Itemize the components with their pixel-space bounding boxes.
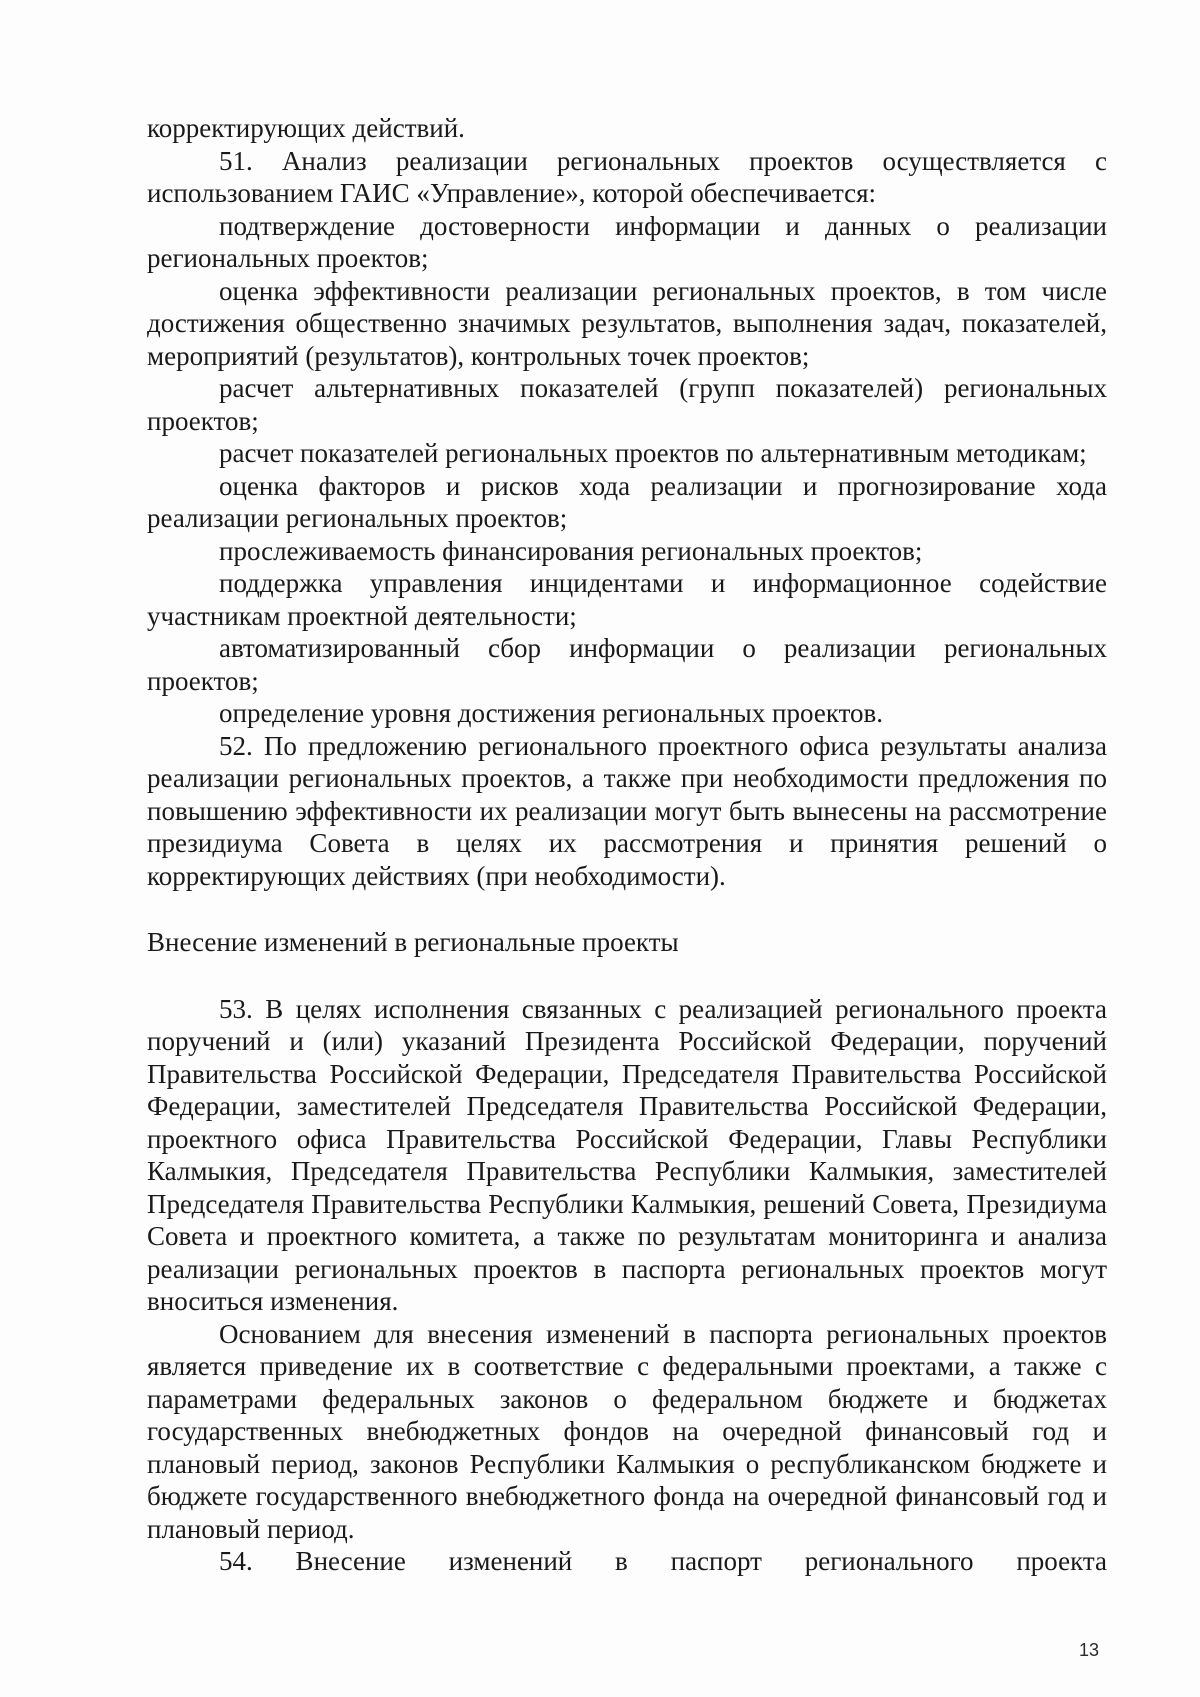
paragraph-51: 51. Анализ реализации региональных проектов осуществляется с использованием ГАИС «Управление», которой обеспечивается: [147, 145, 1107, 208]
list-item-incident-management: поддержка управления инцидентами и информационное содействие участникам проектной деятельности; [147, 568, 1107, 631]
list-item-alternative-methods: расчет показателей региональных проектов по альтернативным методикам; [219, 438, 1087, 468]
list-item-efficiency-assessment: оценка эффективности реализации региональных проектов, в том числе достижения общественно значимых результатов, выполнения задач, показателей, мероприятий (результатов), контрольных точек проектов; [147, 275, 1107, 371]
document-body [147, 112, 1107, 1578]
list-item-financing-traceability: прослеживаемость финансирования региональных проектов; [219, 535, 923, 566]
paragraph-53: 53. В целях исполнения связанных с реализацией регионального проекта поручений и (или) указаний Президента Российской Федерации, поручений Правительства Российской Федерации, Председателя Правительства Российской Федерации, заместителей Председателя Правительства Российской Федерации, проектного офиса Правительства Российской Федерации, Главы Республики Калмыкия, Председателя Правительства Республики Калмыкия, заместителей Председателя Правительства Республики Калмыкия, решений Совета, Президиума Совета и проектного комитета, а также по результатам мониторинга и анализа реализации региональных проектов в паспорта региональных проектов могут вноситься изменения. [147, 993, 1107, 1316]
list-item-achievement-level: определение уровня достижения региональных проектов. [219, 698, 884, 728]
paragraph-54: 54. Внесение изменений в паспорт регионального проекта [219, 1546, 1107, 1576]
list-item-alternative-indicators: расчет альтернативных показателей (групп показателей) региональных проектов; [147, 373, 1107, 436]
page-number: 13 [1078, 1640, 1099, 1660]
paragraph-continuation: корректирующих действий. [147, 113, 465, 143]
section-heading: Внесение изменений в региональные проекты [147, 927, 679, 957]
list-item-risk-assessment: оценка факторов и рисков хода реализации и прогнозирование хода реализации региональных проектов; [147, 470, 1107, 533]
paragraph-grounds-for-changes: Основанием для внесения изменений в паспорта региональных проектов является приведение их в соответствие с федеральными проектами, а также с параметрами федеральных законов о федеральном бюджете и бюджетах государственных внебюджетных фондов на очередной финансовый год и плановый период, законов Республики Калмыкия о республиканском бюджете и бюджете государственного внебюджетного фонда на очередной финансовый год и плановый период. [147, 1318, 1107, 1544]
list-item-data-verification: подтверждение достоверности информации и данных о реализации региональных проектов; [147, 210, 1107, 273]
list-item-automated-collection: автоматизированный сбор информации о реализации региональных проектов; [147, 633, 1107, 696]
paragraph-52: 52. По предложению регионального проектного офиса результаты анализа реализации региональных проектов, а также при необходимости предложения по повышению эффективности их реализации могут быть вынесены на рассмотрение президиума Совета в целях их рассмотрения и принятия решений о корректирующих действиях (при необходимости). [147, 730, 1107, 891]
